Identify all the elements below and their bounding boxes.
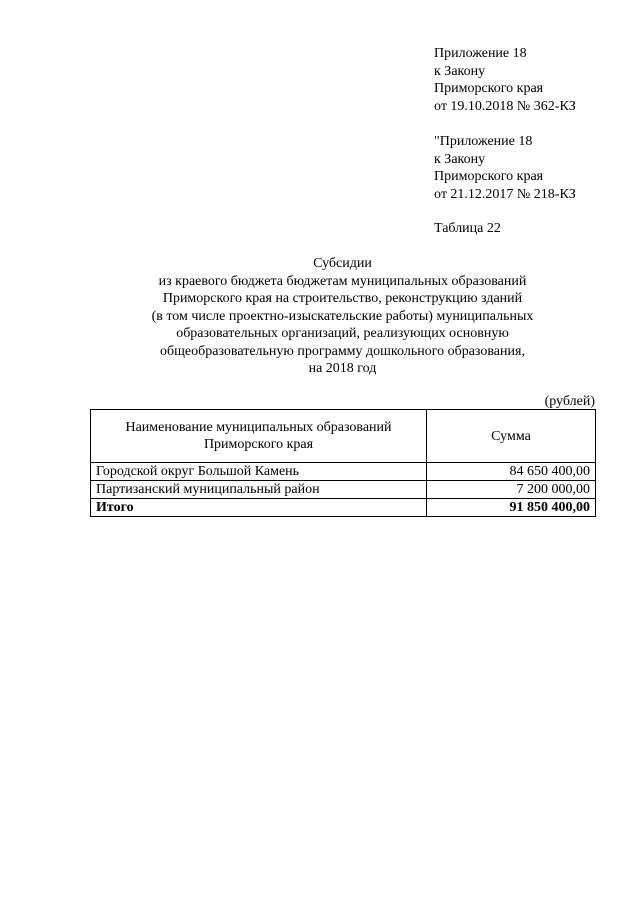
header-name-line: Наименование муниципальных образований <box>125 420 392 435</box>
total-name: Итого <box>91 499 427 517</box>
appendix-previous-header <box>434 133 634 203</box>
appendix-line: от 21.12.2017 № 218-КЗ <box>434 186 576 202</box>
appendix-line: к Закону <box>434 151 486 167</box>
title-line: (в том числе проектно-изыскательские работы) муниципальных <box>151 308 534 324</box>
title-line: общеобразовательную программу дошкольного образования, <box>160 343 525 359</box>
appendix-current-header <box>434 45 634 115</box>
table-number: Таблица 22 <box>434 221 501 236</box>
title-line: Приморского края на строительство, реконструкцию зданий <box>162 291 523 306</box>
document-title <box>90 255 595 378</box>
total-sum: 91 850 400,00 <box>427 499 596 517</box>
header-sum-cell: Сумма <box>427 410 596 463</box>
row-name: Городской округ Большой Камень <box>91 463 427 481</box>
title-line: образовательных организаций, реализующих основную <box>176 326 509 341</box>
row-sum: 7 200 000,00 <box>427 481 596 499</box>
subsidy-table <box>90 409 596 517</box>
table-row <box>91 481 596 499</box>
table-total-row <box>91 499 596 517</box>
units-label: (рублей) <box>544 394 595 409</box>
header-name-line: Приморского края <box>203 437 314 452</box>
appendix-line: "Приложение 18 <box>434 134 533 149</box>
row-name: Партизанский муниципальный район <box>91 481 427 499</box>
table-header-row <box>91 410 596 463</box>
appendix-line: от 19.10.2018 № 362-КЗ <box>434 98 576 114</box>
appendix-line: Приморского края <box>434 169 544 184</box>
header-name-cell <box>91 410 427 463</box>
appendix-line: к Закону <box>434 63 486 79</box>
appendix-line: Приморского края <box>434 81 544 96</box>
title-line: Субсидии <box>313 256 372 271</box>
title-line: из краевого бюджета бюджетам муниципальных образований <box>158 273 527 289</box>
title-line: на 2018 год <box>308 361 377 376</box>
appendix-line: Приложение 18 <box>434 46 527 61</box>
row-sum: 84 650 400,00 <box>427 463 596 481</box>
table-row <box>91 463 596 481</box>
